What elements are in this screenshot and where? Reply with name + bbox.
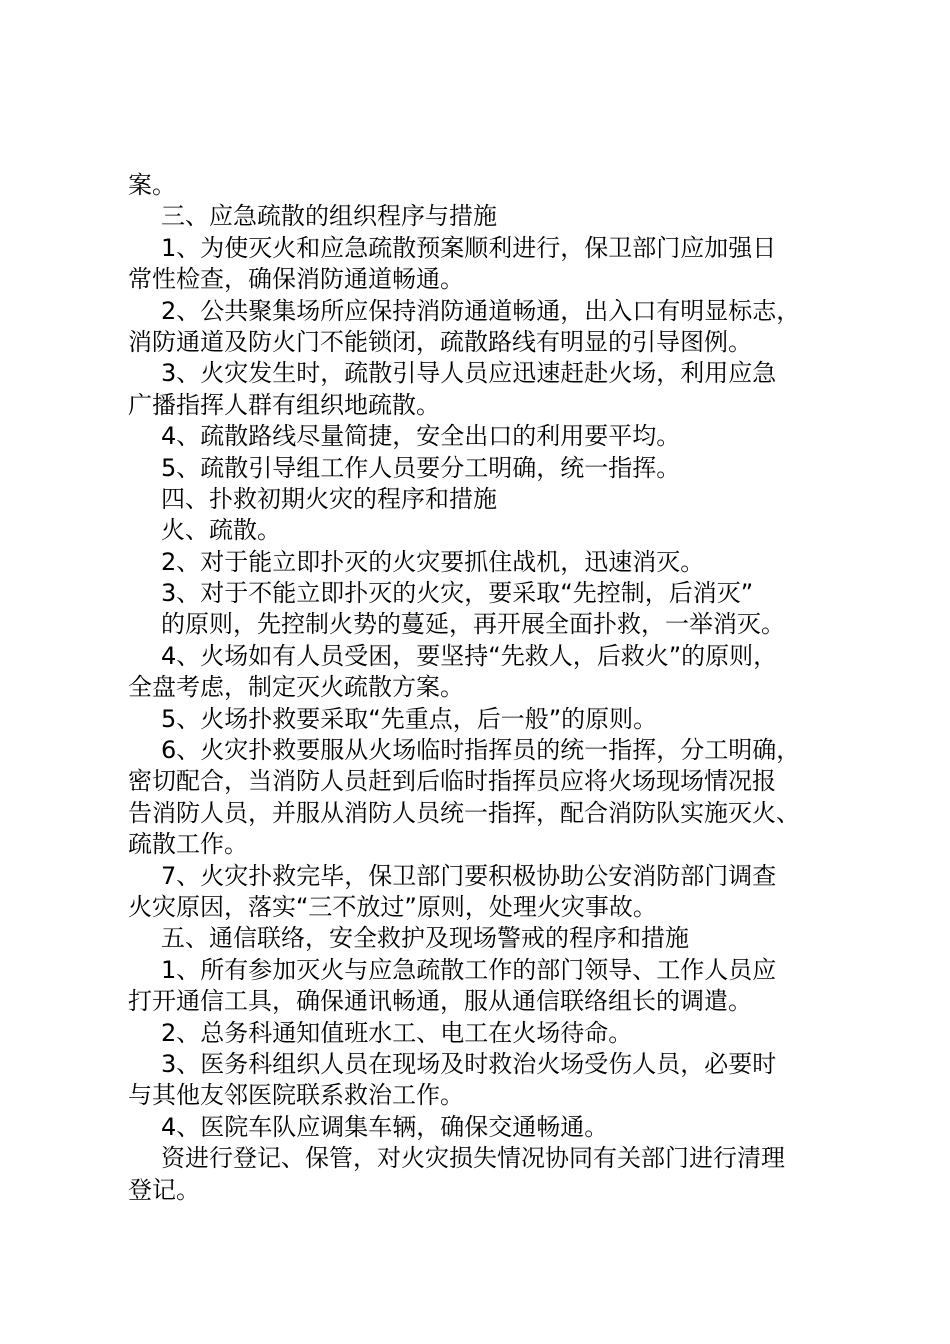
text-line: 火、疏散。 — [161, 516, 281, 545]
text-line: 2、总务科通知值班水工、电工在火场待命。 — [161, 1018, 633, 1047]
text-line: 6、火灾扑救要服从火场临时指挥员的统一指挥，分工明确， — [161, 736, 801, 765]
text-line: 三、应急疏散的组织程序与措施 — [161, 202, 497, 231]
text-line: 4、医院车队应调集车辆，确保交通畅通。 — [161, 1112, 609, 1141]
text-line: 四、扑救初期火灾的程序和措施 — [161, 484, 497, 513]
text-line: 5、火场扑救要采取“先重点，后一般”的原则。 — [161, 704, 658, 733]
text-line: 密切配合，当消防人员赶到后临时指挥员应将火场现场情况报 — [128, 767, 776, 796]
text-line: 4、火场如有人员受困，要坚持“先救人，后救火”的原则， — [161, 641, 778, 670]
text-line: 案。 — [128, 171, 176, 199]
text-line: 与其他友邻医院联系救治工作。 — [128, 1081, 464, 1110]
document-body — [128, 170, 840, 1206]
text-line: 常性检查，确保消防通道畅通。 — [128, 265, 464, 294]
text-line: 2、公共聚集场所应保持消防通道畅通，出入口有明显标志， — [161, 296, 801, 325]
text-line: 打开通信工具，确保通讯畅通，服从通信联络组长的调遣。 — [128, 987, 752, 1016]
text-line: 的原则，先控制火势的蔓延，再开展全面扑救，一举消灭。 — [161, 610, 785, 639]
text-line: 1、所有参加灭火与应急疏散工作的部门领导、工作人员应 — [161, 955, 777, 984]
text-line: 1、为使灭火和应急疏散预案顺利进行，保卫部门应加强日 — [161, 233, 777, 262]
text-line: 消防通道及防火门不能锁闭，疏散路线有明显的引导图例。 — [128, 327, 752, 356]
text-line: 资进行登记、保管，对火灾损失情况协同有关部门进行清理 — [161, 1144, 785, 1173]
text-line: 全盘考虑，制定灭火疏散方案。 — [128, 673, 464, 702]
text-line: 3、火灾发生时，疏散引导人员应迅速赶赴火场，利用应急 — [161, 359, 777, 388]
text-line: 5、疏散引导组工作人员要分工明确，统一指挥。 — [161, 453, 681, 482]
text-line: 火灾原因，落实“三不放过”原则，处理火灾事故。 — [128, 892, 657, 921]
text-line: 4、疏散路线尽量简捷，安全出口的利用要平均。 — [161, 422, 681, 451]
text-line: 7、火灾扑救完毕，保卫部门要积极协助公安消防部门调查 — [161, 861, 777, 890]
text-line: 登记。 — [128, 1175, 200, 1204]
text-line: 广播指挥人群有组织地疏散。 — [128, 390, 440, 419]
text-line: 3、对于不能立即扑灭的火灾，要采取“先控制，后消灭” — [161, 579, 754, 608]
text-line: 五、通信联络，安全救护及现场警戒的程序和措施 — [161, 924, 689, 953]
text-line: 2、对于能立即扑灭的火灾要抓住战机，迅速消灭。 — [161, 547, 705, 576]
text-line: 疏散工作。 — [128, 830, 248, 859]
text-line: 3、医务科组织人员在现场及时救治火场受伤人员，必要时 — [161, 1049, 777, 1078]
text-line: 告消防人员，并服从消防人员统一指挥，配合消防队实施灭火、 — [128, 798, 800, 827]
